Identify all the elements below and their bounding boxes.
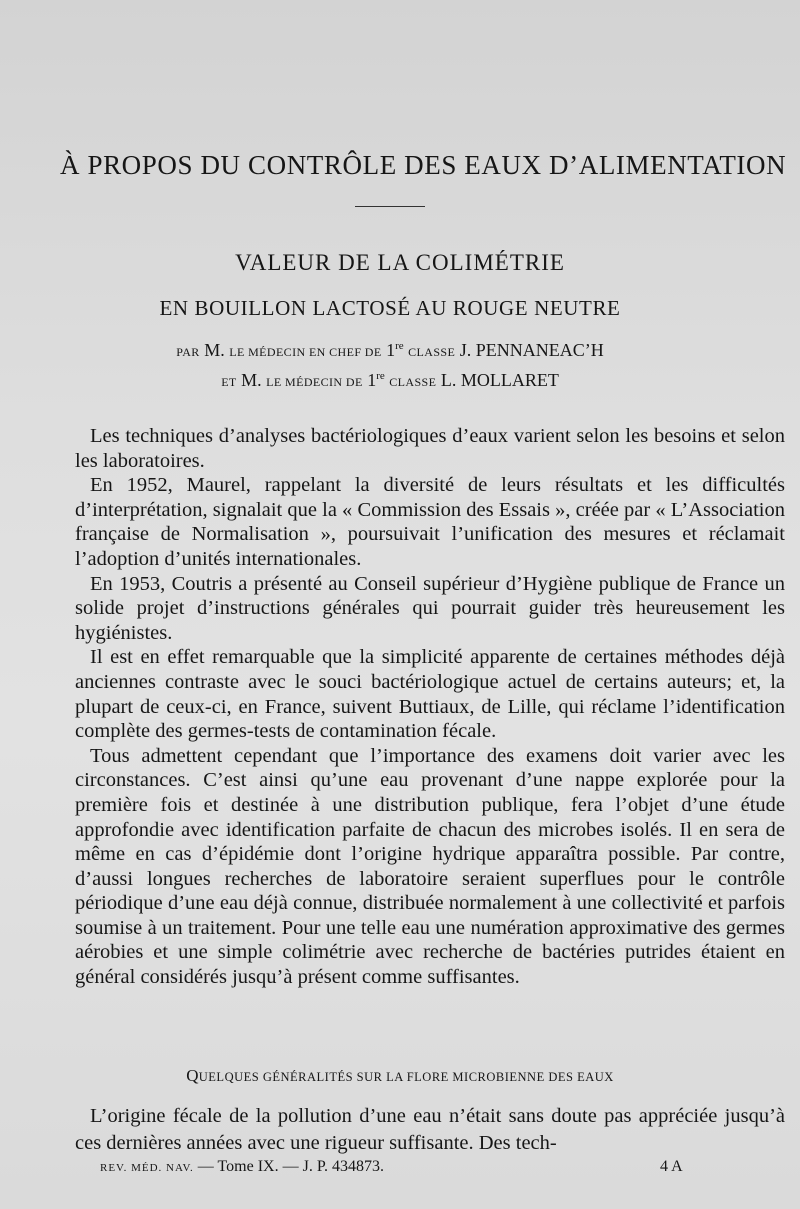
article-body: [75, 424, 785, 990]
section-heading: QUELQUES GÉNÉRALITÉS SUR LA FLORE MICROBIENNE DES EAUX: [186, 1066, 614, 1085]
article-title: À PROPOS DU CONTRÔLE DES EAUX D’ALIMENTATION: [60, 150, 787, 180]
title-divider: [355, 206, 425, 207]
paragraph: Les techniques d’analyses bactériologiques d’eaux varient selon les besoins et selon les laboratoires.: [75, 425, 785, 472]
author-name-1: J. PENNANEAC’H: [459, 340, 604, 360]
page-footer: REV. MÉD. NAV. — Tome IX. — J. P. 434873.: [100, 1158, 384, 1175]
paragraph: En 1953, Coutris a présenté au Conseil supérieur d’Hygiène publique de France un solide projet d’instructions générales qui pourrait guider très heureusement les hygiénistes.: [75, 572, 785, 644]
paragraph: Tous admettent cependant que l’importance des examens doit varier avec les circonstances. C’est ainsi qu’une eau provenant d’une nappe explorée pour la première fois et destinée à une distribution publique, fera l’objet d’une étude approfondie avec identification parfaite de chacun des microbes isolés. Il en sera de même en cas d’épidémie dont l’origine hydrique apparaîtra possible. Par contre, d’aussi longues recherches de laboratoire seraient superflues pour le contrôle périodique d’une eau déjà connue, distribuée normalement à une collectivité et parfois soumise à un traitement. Pour une telle eau une numération approximative des germes aérobies et une simple colimétrie avec recherche de bactéries putrides étaient en général considérés jusqu’à présent comme suffisantes.: [75, 744, 785, 989]
paragraph: L’origine fécale de la pollution d’une eau n’était sans doute pas appréciée jusqu’à ces dernières années avec une rigueur suffisante. Des tech-: [75, 1105, 785, 1154]
author-name-2: L. MOLLARET: [440, 370, 559, 390]
author-line-2: ET M. LE MÉDECIN DE 1re CLASSE L. MOLLARET: [221, 370, 559, 390]
volume: Tome IX.: [217, 1158, 279, 1175]
paragraph: En 1952, Maurel, rappelant la diversité de leurs résultats et les difficultés d’interprétation, signalait que la « Commission des Essais », créée par « L’Association française de Normalisation », poursuivait l’unification des mesures et réclamait l’adoption d’unités internationales.: [75, 474, 785, 570]
author-line-1: PAR M. LE MÉDECIN EN CHEF DE 1re CLASSE J. PENNANEAC’H: [176, 340, 604, 360]
article-subtitle: VALEUR DE LA COLIMÉTRIE: [235, 250, 565, 275]
article-subtitle-2: EN BOUILLON LACTOSÉ AU ROUGE NEUTRE: [159, 296, 621, 320]
paragraph: Il est en effet remarquable que la simplicité apparente de certaines méthodes déjà anciennes contraste avec le souci bactériologique actuel de certains auteurs; et, la plupart de ceux-ci, en France, suivent Buttiaux, de Lille, qui réclame l’identification complète des germes-tests de contamination fécale.: [75, 646, 785, 743]
print-reference: J. P. 434873.: [302, 1158, 384, 1175]
page-number: 4 A: [660, 1158, 683, 1175]
journal-name: REV. MÉD. NAV.: [100, 1162, 194, 1174]
